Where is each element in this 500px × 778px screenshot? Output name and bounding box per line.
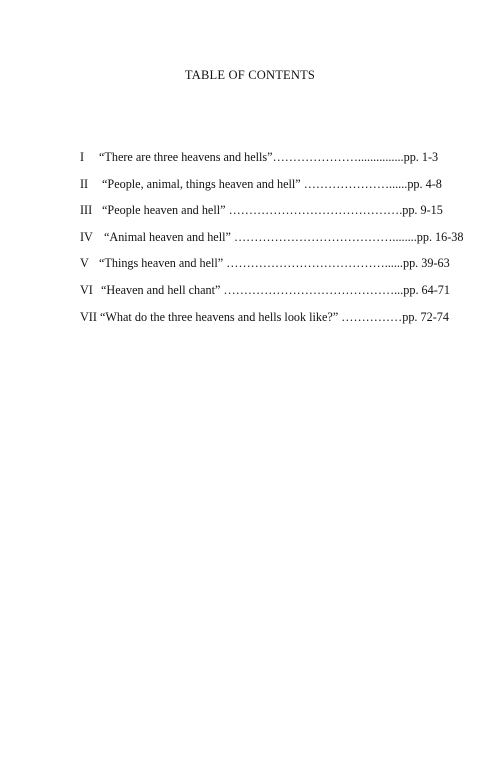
toc-chapter-title: “Animal heaven and hell”	[104, 229, 231, 244]
toc-entry	[80, 229, 464, 257]
toc-entry	[80, 309, 449, 337]
toc-page-range: pp. 39-63	[402, 256, 450, 271]
toc-leader-dots: …………………………………........	[230, 229, 417, 244]
toc-chapter-title: “What do the three heavens and hells look like?”	[100, 309, 339, 324]
toc-page-range: pp. 1-3	[403, 150, 439, 164]
page-title: TABLE OF CONTENTS	[184, 68, 316, 82]
toc-numeral: IV	[80, 229, 93, 244]
toc-chapter-title: “People heaven and hell”	[102, 203, 226, 218]
table-of-contents	[80, 150, 464, 336]
toc-entry	[80, 256, 450, 283]
toc-numeral: V	[80, 256, 89, 271]
toc-numeral: III	[80, 203, 93, 218]
toc-chapter-title: “Heaven and hell chant”	[101, 282, 221, 297]
toc-leader-dots: …………………......	[300, 176, 408, 191]
toc-entry	[80, 282, 450, 310]
toc-entry	[80, 177, 440, 204]
toc-page-range: pp. 72-74	[402, 309, 449, 324]
toc-chapter-title: “Things heaven and hell”	[99, 256, 224, 271]
toc-numeral: VII	[80, 309, 97, 324]
toc-chapter-title: “There are three heavens and hells”	[99, 150, 273, 164]
toc-leader-dots: …………………………………......	[223, 256, 403, 271]
toc-page-range: pp. 9-15	[402, 203, 443, 218]
toc-page-range: pp. 64-71	[403, 282, 450, 297]
toc-entry	[80, 203, 443, 230]
toc-numeral: VI	[80, 282, 93, 297]
toc-numeral: I	[80, 150, 85, 164]
toc-page-range: pp. 4-8	[407, 176, 442, 191]
toc-leader-dots: ……………………………………...	[220, 282, 404, 297]
toc-page-range: pp. 16-38	[416, 229, 464, 244]
toc-leader-dots: ……………	[338, 309, 403, 324]
toc-entry	[80, 150, 440, 177]
toc-numeral: II	[80, 176, 89, 191]
toc-leader-dots: …………………...............	[272, 150, 404, 164]
toc-chapter-title: “People, animal, things heaven and hell”	[102, 176, 301, 191]
toc-leader-dots: …………………………………….	[225, 203, 403, 218]
